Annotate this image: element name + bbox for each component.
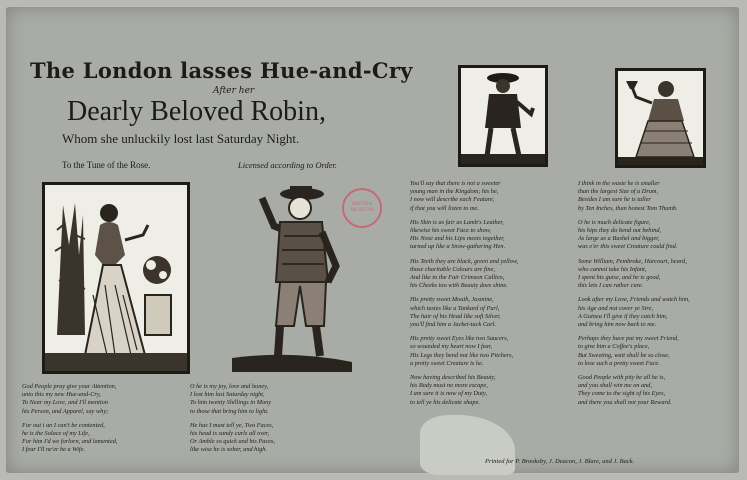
tune-line: To the Tune of the Rose. [62,160,151,170]
verse-line: Now having described his Beauty, [410,374,496,382]
verse-line: those charitable Colours are fine, [410,265,495,273]
woodcut-gentleman-illustration [461,68,545,164]
woodcut-woman-cup-illustration [618,71,703,165]
verse-line: I lost him last Saturday night, [190,391,265,399]
verse-line: a pretty sweet Creature is he. [410,359,484,367]
verse-line: I am sure it is now of my Duty, [410,390,487,398]
verse-line: Good People with pity be all he is, [578,374,666,382]
verse-line: As large as a Bushel and bigger, [578,235,660,243]
verse-line: And like to the Fair Crimson Callico, [410,274,505,282]
verse-line: Besides I am sure he is taller [578,196,651,204]
verse-line: to tell ye his delicate shape. [410,398,480,406]
verse-line: was e'er this sweet Creature could find. [578,243,678,251]
verse-line: Some William, Pembroke, Harcourt, heard, [578,257,687,265]
verse-line: his hips they do bend out behind, [578,227,662,235]
verse-line: I fear I'll ne'er be a Wife. [22,446,86,454]
verse-column-2 [190,383,275,455]
verse-line: I think in the waste he is smaller [578,180,660,187]
verse-line: His Legs they bend not like two Pitchers, [410,351,514,359]
title-line-4: Whom she unluckily lost last Saturday Night. [62,131,300,146]
verse-line: Perhaps they have put my sweet Friend, [578,335,679,343]
woodcut-woman-cup [615,68,706,168]
verse-line: to those that bring him to light. [190,407,269,415]
verse-column-4 [578,180,690,407]
verse-line: his Person, and Apparel, say why; [22,407,109,415]
verse-line: which tastes like a Tankard of Purl, [410,304,500,312]
verse-line: His pretty sweet Mouth, Jasmine, [410,296,494,304]
verse-line: I spent his guise, and he is good, [578,274,661,282]
woodcut-robin [232,186,352,372]
verse-line: Look after my Love, Friends and watch him, [578,296,690,304]
woodcut-robin-illustration [232,186,352,372]
verse-line: His Nose and his Lips meets together, [410,235,505,243]
verse-line: by Ten Inches, than honest Tom Thumb. [578,204,678,212]
verse-line: They come to the sight of his Eyes, [578,390,666,398]
verse-line: this lets I can rather cure. [578,282,644,290]
woodcut-lady-illustration [45,185,187,371]
verse-line: his Cheeks too with Beauty does shine. [410,282,508,290]
verse-line: For him I'd we forlorn, and lamented, [22,438,118,446]
title-line-3: Dearly Beloved Robin, [67,96,326,127]
verse-line: if that you will listen to me. [410,204,479,212]
woodcut-gentleman [458,65,548,167]
verse-line: unto this my new Hue-and-Cry, [22,391,101,399]
verse-line: than the largest Size of a Drum, [578,188,659,196]
verse-line: his Age and not cover ye Sire, [578,304,654,312]
title-line-1: The London lasses Hue-and-Cry [30,58,413,83]
verse-line: To Near my Love, and I'll mention [22,399,108,407]
verse-line: His Skin is as fair as Lamb's Leather, [410,218,504,226]
verse-line: turned up like a Snow-gathering Hen. [410,243,506,251]
verse-line: He has I must tell ye, Two Faces, [190,421,274,429]
verse-line: You'll say that there is not a sweeter [410,180,501,187]
verse-line: and there you shall not your Reward. [578,398,672,406]
verse-column-3 [410,180,518,407]
title-line-2: After her [213,86,255,96]
verse-line: O he is my joy, love and honey, [190,383,269,390]
woodcut-lady [42,182,190,374]
verse-line: I now will describe each Feature, [410,196,495,204]
verse-line: his head is sandy curls all over, [190,430,270,438]
verse-line: Or Amble so quick and his Paces, [190,438,276,446]
verse-line: his Body must no more escape, [410,382,488,390]
verse-line: The hair of his Head like soft Silver, [410,312,501,320]
verse-line: who cannot take his Infant, [578,265,647,273]
verse-line: like wise he is sober, and high. [190,446,267,454]
verse-line: For out i an I can't be contented, [22,421,105,429]
verse-line: But Sweeting, wait shall be so close, [578,351,670,359]
verse-line: likewise his sweet Face to show, [410,227,492,235]
verse-line: A Guinea I'll give if they catch him, [578,312,668,320]
verse-line: and bring him now back to me. [578,321,657,329]
verse-column-1 [22,383,117,455]
stamp-text: BRITISH MUSEUM [350,202,374,213]
verse-line: you'll find him a Jacket-tack Carl. [410,321,496,329]
verse-line: God People pray give your Attention, [22,383,117,390]
verse-line: to lose such a pretty sweet Face. [578,359,660,367]
verse-line: he is the Solace of my Life, [22,430,90,438]
imprint-line: Printed for P. Brooksby, J. Deacon, J. Blare, and J. Back. [485,458,635,465]
verse-line: His Teeth they are black, green and yellow, [410,257,519,265]
verse-line: His pretty sweet Eyes like two Saucers, [410,335,509,343]
license-line: Licensed according to Order. [238,160,337,170]
verse-line: and you shall win me on and, [578,382,652,390]
verse-line: To him twenty Shillings in Mony [190,399,272,407]
verse-line: O he is much delicate figure, [578,218,651,226]
verse-line: young man in the Kingdom; his he, [410,188,499,196]
verse-line: to give him a Coffee's place, [578,343,650,351]
verse-line: so wounded my heart now I fear, [410,343,493,351]
